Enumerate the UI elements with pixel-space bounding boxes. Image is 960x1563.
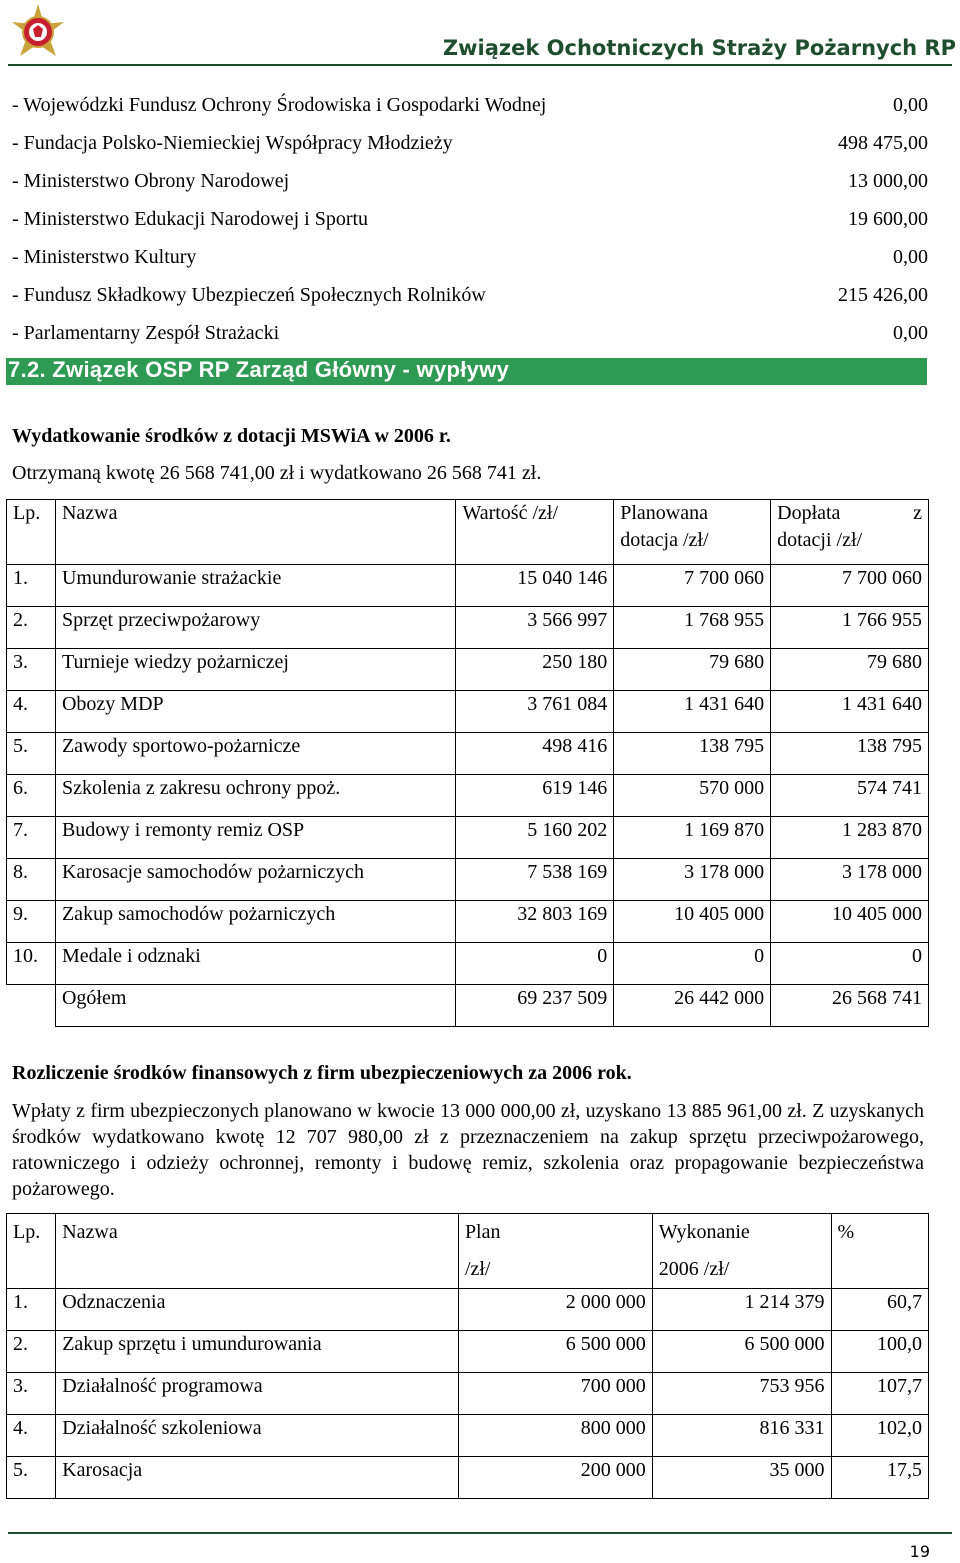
table-header-row: [7, 500, 929, 565]
cell-value: 3 566 997: [456, 607, 614, 649]
header-pct: %: [831, 1214, 928, 1289]
cell-exec: 1 214 379: [652, 1289, 831, 1331]
table-row: [7, 859, 929, 901]
cell-value: 0: [456, 943, 614, 985]
header-lp: Lp.: [7, 1214, 56, 1289]
table-row: [7, 1289, 929, 1331]
cell-name: Działalność programowa: [56, 1373, 459, 1415]
funding-amount: 0,00: [893, 246, 928, 268]
header-extra: [771, 500, 929, 565]
cell-extra: 138 795: [771, 733, 929, 775]
cell-value: 250 180: [456, 649, 614, 691]
mswia-summary: Otrzymaną kwotę 26 568 741,00 zł i wydatkowano 26 568 741 zł.: [12, 462, 542, 484]
cell-lp: 8.: [7, 859, 56, 901]
header-exec-line2: 2006 /zł/: [658, 1258, 730, 1280]
funding-label: - Wojewódzki Fundusz Ochrony Środowiska i Gospodarki Wodnej: [12, 94, 547, 116]
cell-plan: 800 000: [458, 1415, 652, 1457]
funding-row: [12, 206, 928, 244]
section-heading-bar: [6, 358, 927, 385]
cell-extra: 7 700 060: [771, 565, 929, 607]
cell-exec: 816 331: [652, 1415, 831, 1457]
funding-label: - Fundacja Polsko-Niemieckiej Współpracy Młodzieży: [12, 132, 453, 154]
cell-pct: 102,0: [831, 1415, 928, 1457]
cell-extra: 26 568 741: [771, 985, 929, 1027]
mswia-table: [6, 499, 929, 1027]
cell-lp: 4.: [7, 691, 56, 733]
header-plan-line1: Plan: [464, 1221, 501, 1243]
insurance-heading: Rozliczenie środków finansowych z firm ubezpieczeniowych za 2006 rok.: [12, 1062, 632, 1084]
cell-extra: 1 766 955: [771, 607, 929, 649]
cell-exec: 35 000: [652, 1457, 831, 1499]
funding-amount: 0,00: [893, 322, 928, 344]
funding-row: [12, 130, 928, 168]
table-row: [7, 607, 929, 649]
header-extra-line1: Dopłata: [777, 502, 841, 524]
funding-row: [12, 282, 928, 320]
funding-label: - Ministerstwo Obrony Narodowej: [12, 170, 290, 192]
cell-extra: 0: [771, 943, 929, 985]
cell-pct: 107,7: [831, 1373, 928, 1415]
funding-row: [12, 244, 928, 282]
cell-exec: 753 956: [652, 1373, 831, 1415]
cell-extra: 574 741: [771, 775, 929, 817]
cell-lp: 1.: [7, 565, 56, 607]
cell-planned: 3 178 000: [614, 859, 771, 901]
cell-planned: 1 169 870: [614, 817, 771, 859]
funding-amount: 0,00: [893, 94, 928, 116]
cell-extra: 1 283 870: [771, 817, 929, 859]
header-extra-z: z: [913, 502, 922, 524]
funding-label: - Ministerstwo Edukacji Narodowej i Sportu: [12, 208, 369, 230]
cell-extra: 3 178 000: [771, 859, 929, 901]
cell-plan: 2 000 000: [458, 1289, 652, 1331]
cell-name: Karosacje samochodów pożarniczych: [55, 859, 455, 901]
cell-name: Obozy MDP: [55, 691, 455, 733]
cell-name: Zakup samochodów pożarniczych: [55, 901, 455, 943]
cell-value: 498 416: [456, 733, 614, 775]
cell-lp: 7.: [7, 817, 56, 859]
cell-value: 32 803 169: [456, 901, 614, 943]
cell-planned: 0: [614, 943, 771, 985]
cell-name: Odznaczenia: [56, 1289, 459, 1331]
cell-pct: 60,7: [831, 1289, 928, 1331]
cell-value: 69 237 509: [456, 985, 614, 1027]
cell-lp: 3.: [7, 1373, 56, 1415]
cell-planned: 7 700 060: [614, 565, 771, 607]
cell-extra: 10 405 000: [771, 901, 929, 943]
header-lp: Lp.: [7, 500, 56, 565]
cell-exec: 6 500 000: [652, 1331, 831, 1373]
funding-label: - Fundusz Składkowy Ubezpieczeń Społecznych Rolników: [12, 284, 486, 306]
cell-planned: 10 405 000: [614, 901, 771, 943]
cell-value: 619 146: [456, 775, 614, 817]
cell-value: 3 761 084: [456, 691, 614, 733]
cell-name: Umundurowanie strażackie: [55, 565, 455, 607]
table-row: [7, 691, 929, 733]
header-plan-line2: /zł/: [464, 1258, 491, 1280]
funding-amount: 498 475,00: [838, 132, 928, 154]
table-header-row: [7, 1214, 929, 1289]
cell-lp: 5.: [7, 733, 56, 775]
funding-label: - Parlamentarny Zespół Strażacki: [12, 322, 280, 344]
table-row: [7, 775, 929, 817]
cell-lp: 3.: [7, 649, 56, 691]
table-row: [7, 1457, 929, 1499]
header-planned: [614, 500, 771, 565]
cell-lp: 6.: [7, 775, 56, 817]
cell-planned: 79 680: [614, 649, 771, 691]
cell-planned: 138 795: [614, 733, 771, 775]
cell-extra: 1 431 640: [771, 691, 929, 733]
cell-value: 15 040 146: [456, 565, 614, 607]
cell-name: Ogółem: [55, 985, 455, 1027]
cell-pct: 17,5: [831, 1457, 928, 1499]
cell-name: Budowy i remonty remiz OSP: [55, 817, 455, 859]
cell-lp: 9.: [7, 901, 56, 943]
osp-emblem-icon: [8, 2, 68, 62]
header-divider: [8, 64, 952, 66]
page-header: [0, 0, 960, 70]
cell-lp: 2.: [7, 607, 56, 649]
document-title: Związek Ochotniczych Straży Pożarnych RP: [442, 36, 956, 60]
table-total-row: [7, 985, 929, 1027]
cell-name: Karosacja: [56, 1457, 459, 1499]
table-row: [7, 733, 929, 775]
cell-lp: 4.: [7, 1415, 56, 1457]
funding-amount: 19 600,00: [848, 208, 928, 230]
funding-row: [12, 168, 928, 206]
table-row: [7, 1415, 929, 1457]
cell-planned: 26 442 000: [614, 985, 771, 1027]
funding-label: - Ministerstwo Kultury: [12, 246, 197, 268]
cell-lp: 5.: [7, 1457, 56, 1499]
funding-row: [12, 320, 928, 358]
mswia-heading: Wydatkowanie środków z dotacji MSWiA w 2006 r.: [12, 425, 451, 447]
section-heading: 7.2. Związek OSP RP Zarząd Główny - wypływy: [8, 357, 510, 382]
insurance-table: [6, 1213, 929, 1499]
header-value: Wartość /zł/: [456, 500, 614, 565]
cell-name: Medale i odznaki: [55, 943, 455, 985]
cell-value: 7 538 169: [456, 859, 614, 901]
header-name: Nazwa: [56, 1214, 459, 1289]
cell-pct: 100,0: [831, 1331, 928, 1373]
cell-lp: 10.: [7, 943, 56, 985]
cell-name: Turnieje wiedzy pożarniczej: [55, 649, 455, 691]
header-exec-line1: Wykonanie: [658, 1221, 750, 1243]
cell-name: Sprzęt przeciwpożarowy: [55, 607, 455, 649]
header-extra-line2: dotacji /zł/: [777, 529, 863, 551]
cell-name: Zakup sprzętu i umundurowania: [56, 1331, 459, 1373]
cell-name: Działalność szkoleniowa: [56, 1415, 459, 1457]
table-row: [7, 1373, 929, 1415]
table-row: [7, 901, 929, 943]
cell-lp: 2.: [7, 1331, 56, 1373]
header-planned-line1: Planowana: [620, 502, 709, 524]
header-planned-line2: dotacja /zł/: [620, 529, 709, 551]
header-plan: [458, 1214, 652, 1289]
cell-value: 5 160 202: [456, 817, 614, 859]
cell-plan: 700 000: [458, 1373, 652, 1415]
funding-list: [12, 92, 928, 358]
table-row: [7, 565, 929, 607]
cell-planned: 570 000: [614, 775, 771, 817]
footer-divider: [8, 1532, 952, 1534]
cell-name: Zawody sportowo-pożarnicze: [55, 733, 455, 775]
cell-plan: 200 000: [458, 1457, 652, 1499]
insurance-paragraph: Wpłaty z firm ubezpieczonych planowano w kwocie 13 000 000,00 zł, uzyskano 13 885 961,00 zł. Z uzyskanych środków wydatkowano kwotę 12 707 980,00 zł z przeznaczeniem na zakup sprzętu przeciwpożarowego, ratowniczego i odzieży ochronnej, remonty i budowę remiz, szkolenia oraz propagowanie bezpieczeństwa pożarowego.: [12, 1100, 924, 1200]
cell-lp: 1.: [7, 1289, 56, 1331]
funding-row: [12, 92, 928, 130]
cell-lp-blank: [7, 985, 56, 1027]
table-row: [7, 817, 929, 859]
page-number: 19: [909, 1542, 930, 1561]
cell-planned: 1 768 955: [614, 607, 771, 649]
funding-amount: 13 000,00: [848, 170, 928, 192]
header-name: Nazwa: [55, 500, 455, 565]
header-exec: [652, 1214, 831, 1289]
table-row: [7, 943, 929, 985]
cell-extra: 79 680: [771, 649, 929, 691]
table-row: [7, 1331, 929, 1373]
cell-name: Szkolenia z zakresu ochrony ppoż.: [55, 775, 455, 817]
cell-plan: 6 500 000: [458, 1331, 652, 1373]
cell-planned: 1 431 640: [614, 691, 771, 733]
funding-amount: 215 426,00: [838, 284, 928, 306]
table-row: [7, 649, 929, 691]
